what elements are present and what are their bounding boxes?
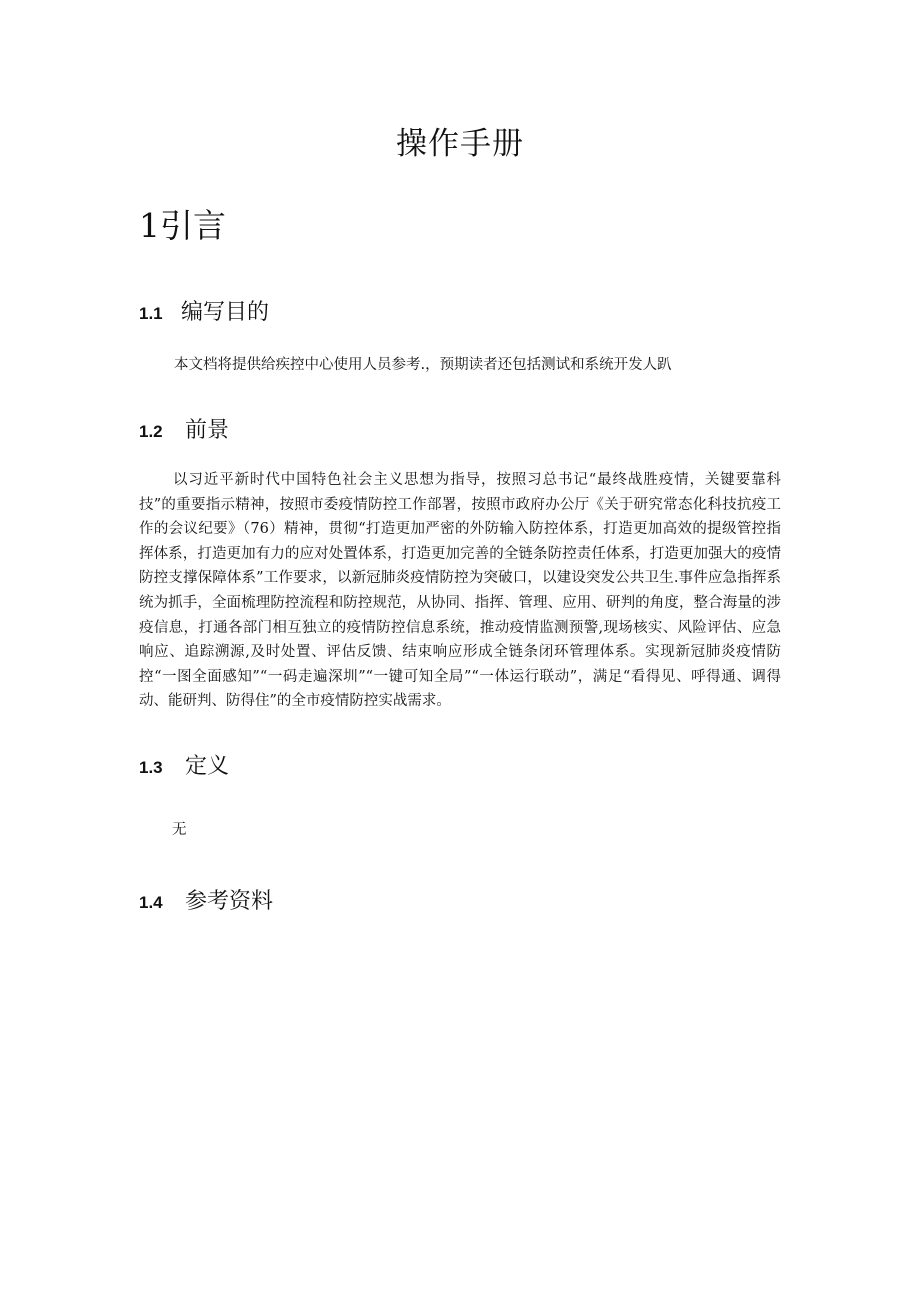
section-number: 1.1: [139, 304, 163, 323]
section-title: 前景: [185, 418, 230, 443]
section-title: 参考资料: [185, 889, 274, 914]
definitions-paragraph: 无: [172, 822, 187, 838]
document-title: 操作手册: [396, 126, 524, 162]
section-title: 定义: [185, 754, 230, 779]
purpose-paragraph: 本文档将提供给疾控中心使用人员参考.，预期读者还包括测试和系统开发人趴: [174, 357, 672, 373]
section-title: 编写目的: [181, 300, 270, 325]
section-heading-definitions: [139, 749, 229, 780]
section-number: 1.4: [139, 893, 163, 912]
section-number: 1.3: [139, 758, 163, 777]
section-heading-references: [139, 884, 273, 915]
section-heading-purpose: [139, 295, 269, 326]
section-heading-background: [139, 413, 229, 444]
background-paragraph: 以习近平新时代中国特色社会主义思想为指导，按照习总书记“最终战胜疫情，关键要靠科技”的重要指示精神，按照市委疫情防控工作部署，按照市政府办公厅《关于研究常态化科技抗疫工作的会议纪要》（76）精神，贯彻“打造更加严密的外防输入防控体系，打造更加高效的提级管控指挥体系，打造更加有力的应对处置体系，打造更加完善的全链条防控责任体系，打造更加强大的疫情防控支撑保障体系”工作要求，以新冠肺炎疫情防控为突破口，以建设突发公共卫生.事件应急指挥系统为抓手，全面梳理防控流程和防控规范，从协同、指挥、管理、应用、研判的角度，整合海量的涉疫信息，打通各部门相互独立的疫情防控信息系统，推动疫情监测预警,现场核实、风险评估、应急响应、追踪溯源,及时处置、评估反馈、结束响应形成全链条闭环管理体系。实现新冠肺炎疫情防控“一图全面感知”“一码走遍深圳”“一键可知全局”“一体运行联动”，满足“看得见、呼得通、调得动、能研判、防得住”的全市疫情防控实战需求。: [139, 472, 781, 710]
chapter-heading: 1引言: [139, 206, 226, 245]
section-number: 1.2: [139, 422, 163, 441]
